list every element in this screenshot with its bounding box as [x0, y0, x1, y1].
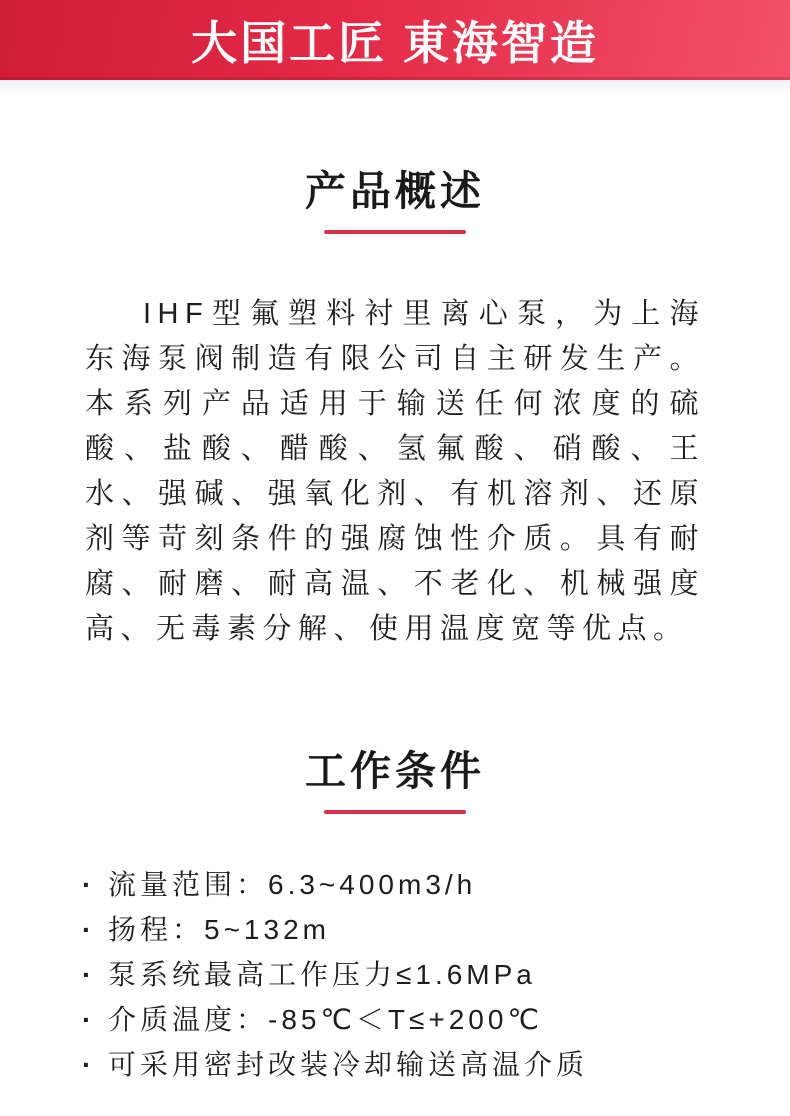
section-working-conditions — [0, 738, 790, 1087]
overview-paragraph: IHF型氟塑料衬里离心泵，为上海东海泵阀制造有限公司自主研发生产。本系列产品适用于输送任何浓度的硫酸、盐酸、醋酸、氢氟酸、硝酸、王水、强碱、强氧化剂、有机溶剂、还原剂等苛刻条件的强腐蚀性介质。具有耐腐、耐磨、耐高温、不老化、机械强度高、无毒素分解、使用温度宽等优点。 — [85, 298, 705, 645]
condition-item-medium-temperature: · 介质温度：-85℃＜T≤+200℃ — [108, 997, 790, 1042]
header-banner — [0, 0, 790, 80]
conditions-title: 工作条件 — [305, 748, 485, 794]
overview-heading — [0, 158, 790, 234]
condition-item-flow-range: · 流量范围：6.3~400m3/h — [108, 862, 790, 907]
conditions-heading — [0, 738, 790, 814]
banner-bottom-strip — [0, 80, 790, 94]
overview-title-underline — [324, 230, 466, 234]
banner-title: 大国工匠 東海智造 — [191, 17, 599, 69]
condition-item-head: · 扬程：5~132m — [108, 907, 790, 952]
overview-title: 产品概述 — [305, 168, 485, 214]
condition-item-seal-cooling: · 可采用密封改装冷却输送高温介质 — [108, 1042, 790, 1087]
conditions-title-underline — [324, 810, 466, 814]
conditions-list — [108, 862, 790, 1087]
condition-item-max-pressure: · 泵系统最高工作压力≤1.6MPa — [108, 952, 790, 997]
section-product-overview — [0, 158, 790, 652]
